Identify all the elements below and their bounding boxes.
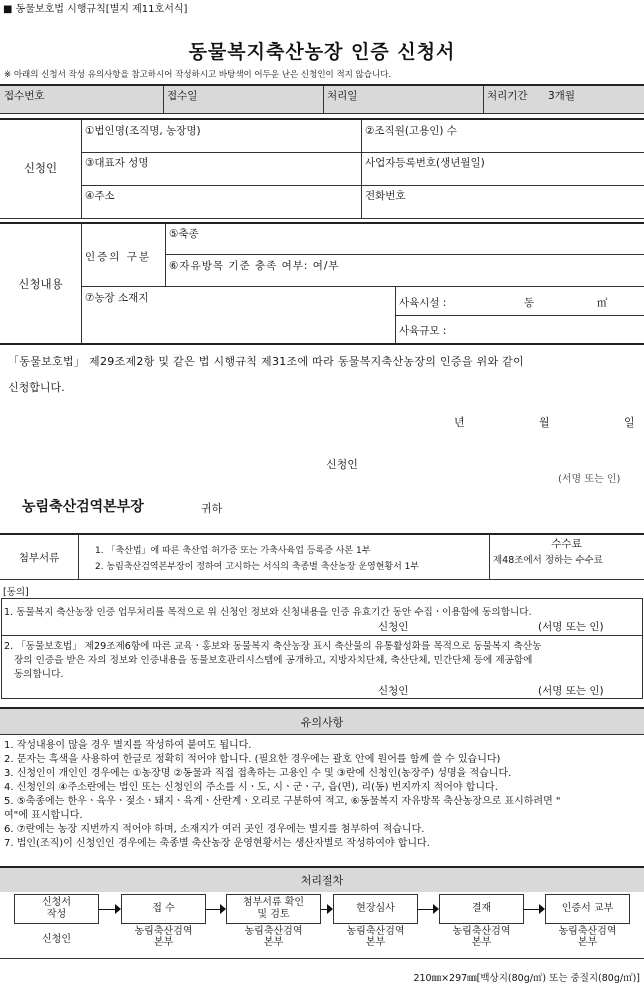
consent-2-line2: 장의 인증을 받은 자의 정보와 인증내용을 동물보호관리시스템에 공개하고, 지방자치단체, 축산단체, 민간단체 등에 제공함에	[14, 655, 533, 666]
farm-location-field[interactable]: ⑦농장 소재지	[85, 292, 149, 304]
receipt-date-label: 접수일	[167, 90, 198, 102]
cert-type-label: 인증의 구분	[85, 251, 152, 263]
corp-name-field[interactable]: ①법인명(조직명, 농장명)	[85, 125, 201, 137]
consent-2-line3: 동의합니다.	[14, 669, 64, 680]
attachment-item-1: 1. 「축산법」에 따른 축산업 허가증 또는 가축사육업 등록증 사본 1부	[95, 546, 371, 556]
receipt-number-label: 접수번호	[4, 90, 45, 102]
processing-period-value: 3개월	[548, 90, 575, 102]
representative-name-field[interactable]: ③대표자 성명	[85, 157, 149, 169]
arrow-right-icon	[539, 904, 545, 914]
phone-field[interactable]: 전화번호	[365, 190, 406, 202]
free-range-field[interactable]: ⑥자유방목 기준 충족 여부: 여/부	[169, 260, 340, 272]
procedure-header: 처리절차	[300, 874, 344, 887]
facility-unit-buildings: 동	[524, 297, 535, 309]
step-2-handler: 농림축산검역 본부	[134, 926, 193, 948]
declaration-line1: 「동물보호법」 제29조제2항 및 같은 법 시행규칙 제31조에 따라 동물복지축산농장의 인증을 위와 같이	[8, 355, 525, 368]
processing-period-label: 처리기간	[487, 90, 528, 102]
notes-header: 유의사항	[300, 716, 344, 729]
facility-unit-area: ㎡	[597, 297, 608, 309]
employee-count-field[interactable]: ②조직원(고용인) 수	[365, 125, 457, 137]
consent-1-sign[interactable]: (서명 또는 인)	[538, 621, 604, 633]
note-item: 2. 문자는 흑색을 사용하여 한글로 정확히 적어야 합니다. (필요한 경우에는 괄호 안에 원어를 함께 쓸 수 있습니다)	[4, 754, 501, 765]
step-5-box: 결재	[439, 894, 524, 924]
consent-header: [동의]	[3, 587, 29, 598]
note-item: 7. 법인(조직)이 신청인인 경우에는 축종별 축산농장 운영현황서는 생산자별로 작성하여야 합니다.	[4, 838, 430, 849]
applicant-section-label: 신청인	[23, 161, 58, 175]
business-registration-field[interactable]: 사업자등록번호(생년월일)	[365, 157, 485, 169]
step-6-handler: 농림축산검역 본부	[558, 926, 617, 948]
note-item: 여"에 표시합니다.	[4, 810, 83, 821]
date-month-label: 월	[539, 416, 550, 429]
consent-1-text: 1. 동물복지 축산농장 인증 업무처리를 목적으로 위 신청인 정보와 신청내용을 인증 유효기간 동안 수집ㆍ이용함에 동의합니다.	[4, 607, 532, 618]
arrow-right-icon	[327, 904, 333, 914]
arrow-right-icon	[115, 904, 121, 914]
note-item: 3. 신청인이 개인인 경우에는 ①농장명 ②동물과 직접 접촉하는 고용인 수 및 ③란에 신청인(농장주) 성명을 적습니다.	[4, 768, 512, 779]
consent-2-line1: 2. 「동물보호법」 제29조제6항에 따른 교육ㆍ홍보와 동물복지 축산농장 표시 축산물의 유통활성화를 목적으로 동물복지 축산농	[4, 641, 542, 652]
note-item: 4. 신청인의 ④주소란에는 법인 또는 신청인의 주소를 시ㆍ도, 시ㆍ군ㆍ구, 읍(면), 리(동) 번지까지 적어야 합니다.	[4, 782, 498, 793]
fee-value: 제48조에서 정하는 수수료	[493, 555, 603, 566]
content-section-label: 신청내용	[18, 277, 63, 291]
instruction-note: ※ 아래의 신청서 작성 유의사항을 참고하시어 작성하시고 바탕색이 어두운 난은 신청인이 적지 않습니다.	[4, 70, 392, 80]
step-3-handler: 농림축산검역 본부	[244, 926, 303, 948]
declaration-line2: 신청합니다.	[8, 381, 65, 394]
step-1-handler: 신청인	[42, 934, 71, 945]
declaration-applicant-label: 신청인	[326, 458, 358, 471]
attachments-label: 첨부서류	[18, 552, 60, 564]
date-year-label: 년	[454, 416, 465, 429]
attachment-item-2: 2. 농림축산검역본부장이 정하여 고시하는 서식의 축종별 축산농장 운영현황서 1부	[95, 562, 420, 572]
step-4-handler: 농림축산검역 본부	[346, 926, 405, 948]
consent-1-applicant: 신청인	[378, 621, 409, 633]
address-field[interactable]: ④주소	[85, 190, 115, 202]
step-4-box: 현장심사	[333, 894, 418, 924]
step-3-box: 첨부서류 확인 및 검토	[226, 894, 321, 924]
addressee-honorific: 귀하	[201, 502, 223, 515]
consent-2-applicant: 신청인	[378, 685, 409, 697]
scale-label: 사육규모 :	[399, 325, 447, 337]
note-item: 5. ⑤축종에는 한우ㆍ육우ㆍ젖소ㆍ돼지ㆍ육계ㆍ산란계ㆍ오리로 구분하여 적고, ⑥동물복지 자유방목 축산농장으로 표시하려면 "	[4, 796, 561, 807]
step-5-handler: 농림축산검역 본부	[452, 926, 511, 948]
step-2-box: 접 수	[121, 894, 206, 924]
facility-label: 사육시설 :	[399, 297, 447, 309]
note-item: 6. ⑦란에는 농장 지번까지 적어야 하며, 소재지가 여러 곳인 경우에는 별지를 첨부하여 적습니다.	[4, 824, 425, 835]
step-1-box: 신청서 작성	[14, 894, 99, 924]
addressee: 농림축산검역본부장	[22, 499, 144, 515]
processed-date-label: 처리일	[327, 90, 358, 102]
fee-label: 수수료	[551, 538, 582, 550]
step-6-box: 인증서 교부	[545, 894, 630, 924]
date-day-label: 일	[624, 416, 635, 429]
arrow-right-icon	[220, 904, 226, 914]
paper-spec-footer: 210㎜×297㎜[백상지(80g/㎡) 또는 중질지(80g/㎡)]	[413, 973, 640, 984]
arrow-right-icon	[433, 904, 439, 914]
consent-2-sign[interactable]: (서명 또는 인)	[538, 685, 604, 697]
page-title: 동물복지축산농장 인증 신청서	[188, 41, 456, 63]
note-item: 1. 작성내용이 많을 경우 별지를 작성하여 붙여도 됩니다.	[4, 740, 252, 751]
declaration-sign-label: (서명 또는 인)	[558, 474, 621, 485]
form-reference: ■ 동물보호법 시행규칙[별지 제11호서식]	[3, 4, 188, 15]
livestock-type-field[interactable]: ⑤축종	[169, 228, 199, 240]
